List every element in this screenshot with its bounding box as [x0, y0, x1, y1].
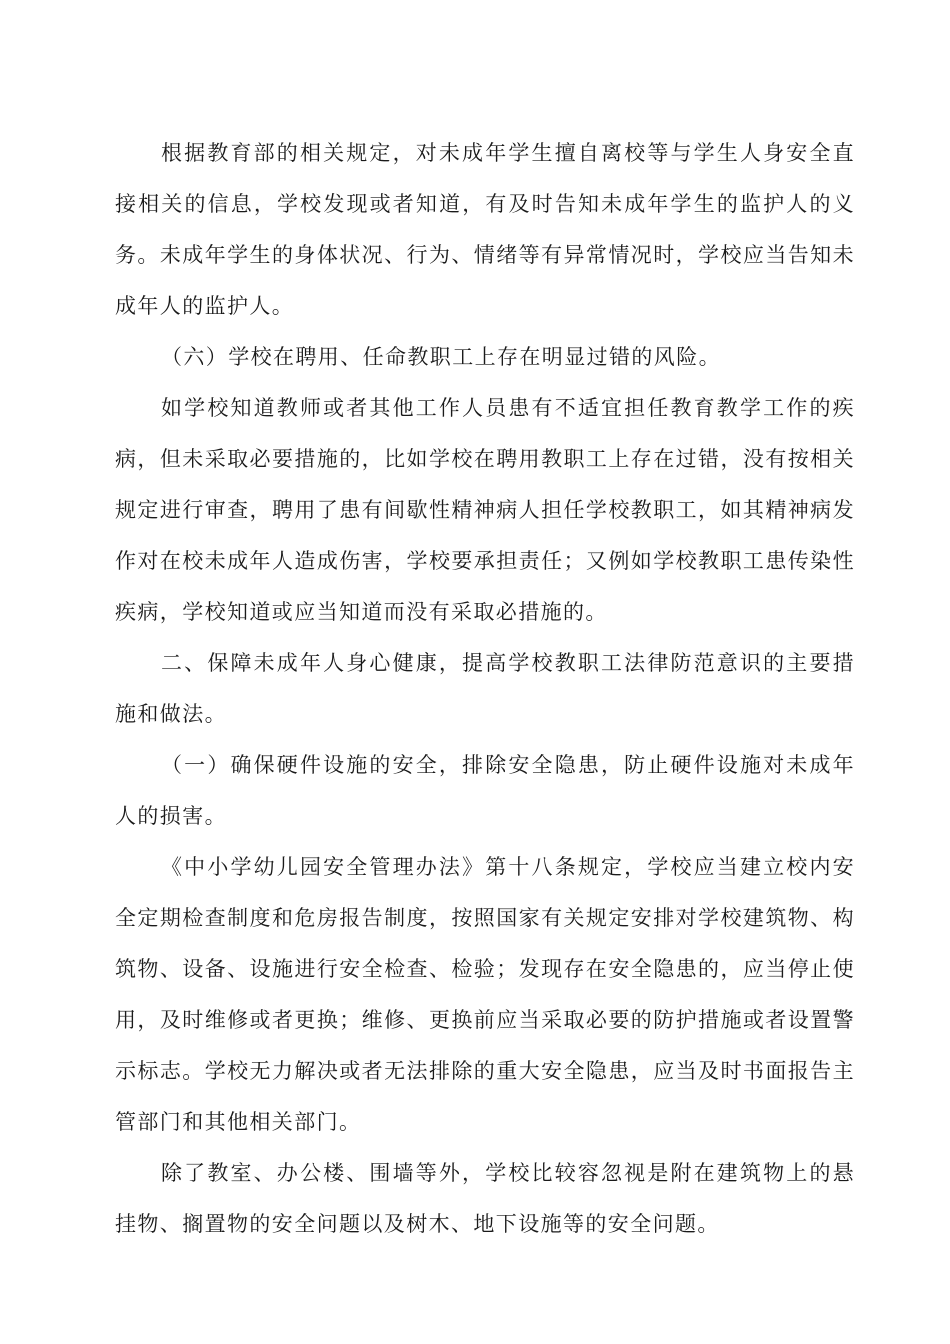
heading-subsection-one: （一）确保硬件设施的安全，排除安全隐患，防止硬件设施对未成年人的损害。	[115, 753, 855, 828]
paragraph-staff-hiring-risk: 如学校知道教师或者其他工作人员患有不适宜担任教育教学工作的疾病，但未采取必要措施的，比如学校在聘用教职工上存在过错，没有按相关规定进行审查，聘用了患有间歇性精神病人担任学校教职工，如其精神病发作对在校未成年人造成伤害，学校要承担责任；又例如学校教职工患传染性疾病，学校知道或应当知道而没有采取必措施的。	[115, 396, 855, 624]
document-body	[115, 128, 855, 1250]
paragraph-overlooked-hazards: 除了教室、办公楼、围墙等外，学校比较容忽视是附在建筑物上的悬挂物、搁置物的安全问题以及树木、地下设施等的安全问题。	[115, 1161, 855, 1236]
heading-section-six: （六）学校在聘用、任命教职工上存在明显过错的风险。	[161, 345, 721, 369]
paragraph-safety-regulation: 《中小学幼儿园安全管理办法》第十八条规定，学校应当建立校内安全定期检查制度和危房报告制度，按照国家有关规定安排对学校建筑物、构筑物、设备、设施进行安全检查、检验；发现存在安全隐患的，应当停止使用，及时维修或者更换；维修、更换前应当采取必要的防护措施或者设置警示标志。学校无力解决或者无法排除的重大安全隐患，应当及时书面报告主管部门和其他相关部门。	[115, 855, 855, 1134]
heading-part-two: 二、保障未成年人身心健康，提高学校教职工法律防范意识的主要措施和做法。	[115, 651, 855, 726]
paragraph-notification-duty: 根据教育部的相关规定，对未成年学生擅自离校等与学生人身安全直接相关的信息，学校发现或者知道，有及时告知未成年学生的监护人的义务。未成年学生的身体状况、行为、情绪等有异常情况时，学校应当告知未成年人的监护人。	[115, 141, 855, 318]
